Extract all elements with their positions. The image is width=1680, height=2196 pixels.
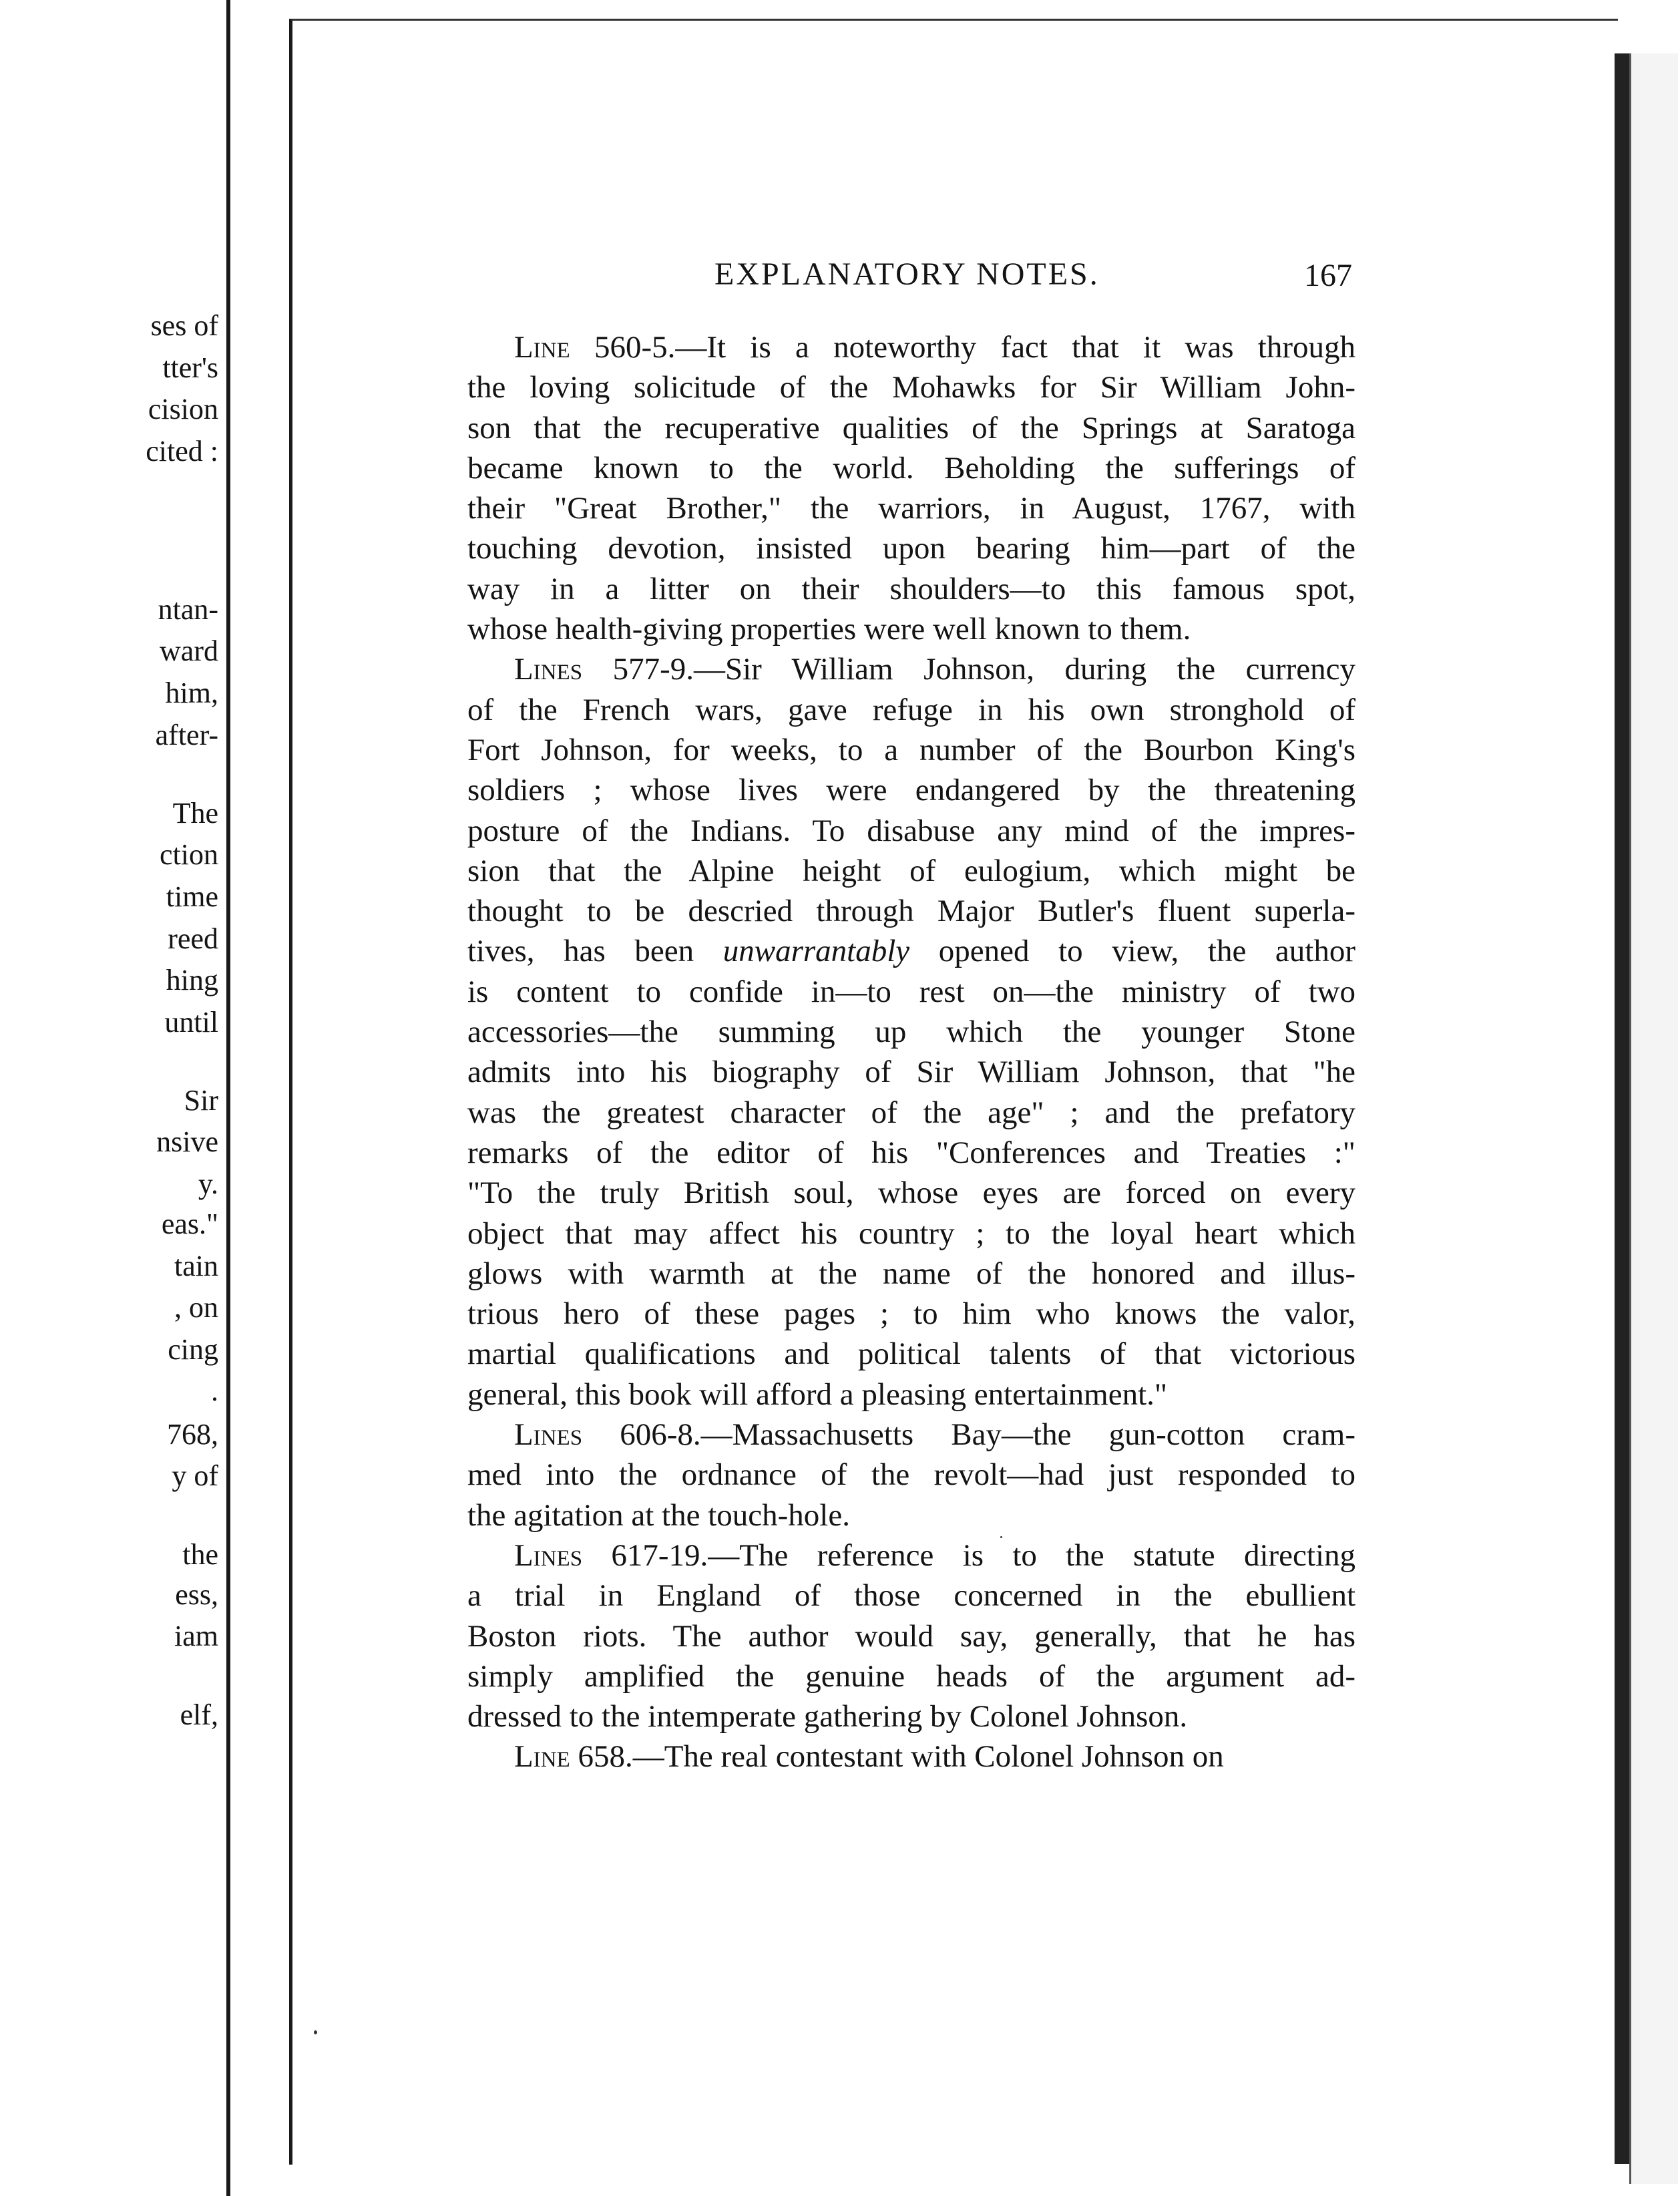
- note-line: [467, 1294, 1355, 1334]
- left-page-line: until: [164, 1006, 218, 1039]
- note-line: [467, 1576, 1355, 1616]
- note-line: [467, 851, 1355, 891]
- note-line-text: soldiers ; whose lives were endangered by the threatening: [467, 773, 1355, 808]
- note-line-text: admits into his biography of Sir William Johnson, that "he: [467, 1055, 1355, 1090]
- note-paragraph: [467, 1736, 1355, 1777]
- note-line-text: dressed to the intemperate gathering by Colonel Johnson.: [467, 1699, 1188, 1734]
- note-paragraph: [467, 1415, 1355, 1535]
- left-page-line: time: [166, 880, 218, 913]
- note-line: [467, 1133, 1355, 1173]
- note-line: [467, 730, 1355, 770]
- note-line: [467, 811, 1355, 851]
- left-page-line: , on: [174, 1291, 218, 1324]
- note-line: [467, 528, 1355, 568]
- note-line: [467, 649, 1355, 689]
- note-paragraph: [467, 327, 1355, 649]
- left-page-line: cing: [168, 1333, 218, 1366]
- note-line: [467, 1535, 1355, 1576]
- note-line-text: "To the truly British soul, whose eyes are forced on every: [467, 1175, 1355, 1211]
- note-line: [467, 488, 1355, 528]
- note-line: [467, 1656, 1355, 1696]
- scan-speck: [314, 2030, 317, 2034]
- note-line-text: posture of the Indians. To disabuse any mind of the impres-: [467, 813, 1355, 848]
- note-line-text: their "Great Brother," the warriors, in August, 1767, with: [467, 491, 1355, 526]
- note-line: [467, 1415, 1355, 1455]
- note-line-text: 606-8.—Massachusetts Bay—the gun-cotton cram-: [620, 1417, 1355, 1453]
- note-line: [467, 327, 1355, 367]
- note-line: [467, 690, 1355, 730]
- left-page-line: reed: [168, 922, 218, 955]
- note-line: [467, 770, 1355, 810]
- note-line-text: 577-9.—Sir William Johnson, during the currency: [612, 652, 1355, 687]
- note-label: Lines: [514, 652, 583, 687]
- left-page-line: Sir: [184, 1084, 218, 1117]
- note-line-text: 617-19.—The reference is to the statute directing: [611, 1537, 1355, 1573]
- left-page-line: tain: [174, 1250, 218, 1282]
- note-label: Line: [514, 1739, 570, 1775]
- left-page-line: y of: [172, 1459, 218, 1492]
- note-line-text: 560-5.—It is a noteworthy fact that it was through: [594, 330, 1356, 365]
- note-line-text: way in a litter on their shoulders—to this famous spot,: [467, 571, 1355, 606]
- note-line: [467, 1173, 1355, 1213]
- body-text: [467, 327, 1355, 1777]
- note-line-text: 658.—The real contestant with Colonel Johnson on: [578, 1739, 1224, 1775]
- note-label: Line: [514, 330, 570, 365]
- note-line: [467, 931, 1355, 971]
- note-line: [467, 1495, 1355, 1535]
- left-page-line: The: [172, 797, 218, 830]
- note-line-text: is content to confide in—to rest on—the ministry of two: [467, 974, 1355, 1009]
- left-page-line: cited :: [146, 435, 218, 468]
- page-number: 167: [1304, 258, 1352, 293]
- note-line-text: trious hero of these pages ; to him who knows the valor,: [467, 1296, 1355, 1332]
- note-line-text: sion that the Alpine height of eulogium, which might be: [467, 853, 1355, 888]
- note-paragraph: [467, 649, 1355, 1415]
- note-line-text: glows with warmth at the name of the honored and illus-: [467, 1256, 1355, 1291]
- running-head: EXPLANATORY NOTES.: [714, 256, 1100, 292]
- note-line: [467, 1093, 1355, 1133]
- note-line-text: whose health-giving properties were well known to them.: [467, 612, 1191, 647]
- note-line: [467, 448, 1355, 488]
- note-line-text: Boston riots. The author would say, generally, that he has: [467, 1618, 1355, 1654]
- note-line: [467, 1214, 1355, 1254]
- note-line: [467, 1616, 1355, 1656]
- left-page-line: ction: [160, 838, 218, 871]
- left-page-line: tter's: [162, 351, 218, 384]
- left-page-line: ses of: [150, 309, 218, 342]
- note-line-text: a trial in England of those concerned in the ebullient: [467, 1578, 1355, 1614]
- note-line: [467, 367, 1355, 407]
- note-line-text: touching devotion, insisted upon bearing him—part of the: [467, 531, 1355, 566]
- left-page-line: after-: [155, 719, 218, 751]
- left-page-line: nsive: [156, 1125, 218, 1158]
- left-page-line: iam: [174, 1620, 218, 1652]
- left-page-line: the: [182, 1538, 218, 1571]
- note-line: [467, 1052, 1355, 1092]
- note-line-text: tives, has been unwarrantably opened to view, the author: [467, 934, 1356, 969]
- left-page-line: him,: [165, 677, 218, 709]
- note-line-text: object that may affect his country ; to the loyal heart which: [467, 1216, 1355, 1251]
- note-line-text: son that the recuperative qualities of the Springs at Saratoga: [467, 410, 1355, 445]
- note-line-text: simply amplified the genuine heads of the argument ad-: [467, 1658, 1355, 1694]
- note-line-text: general, this book will afford a pleasing entertainment.": [467, 1377, 1168, 1412]
- left-page-line: y.: [198, 1167, 218, 1200]
- note-line: [467, 1375, 1355, 1415]
- note-line: [467, 1334, 1355, 1374]
- book-gutter: [230, 0, 289, 2196]
- note-line-text: the agitation at the touch-hole.: [467, 1497, 850, 1533]
- note-line-text: remarks of the editor of his "Conferences and Treaties :": [467, 1135, 1355, 1170]
- left-page-line: ess,: [175, 1578, 218, 1611]
- note-line: [467, 1696, 1355, 1736]
- page-stack-edge: [1629, 53, 1678, 2184]
- note-line-text: thought to be descried through Major Butler's fluent superla-: [467, 894, 1355, 929]
- note-line: [467, 972, 1355, 1012]
- note-line-text: was the greatest character of the age" ; and the prefatory: [467, 1095, 1355, 1130]
- note-line: [467, 1455, 1355, 1495]
- scan-speck: [1000, 1536, 1002, 1538]
- left-facing-page: [0, 0, 230, 2196]
- left-page-line: eas.": [161, 1208, 218, 1240]
- note-label: Lines: [514, 1417, 583, 1453]
- left-page-line: hing: [166, 964, 218, 996]
- note-line-text: the loving solicitude of the Mohawks for Sir William John-: [467, 370, 1355, 405]
- left-page-line: 768,: [167, 1418, 218, 1451]
- left-page-line: cision: [148, 393, 218, 425]
- note-line: [467, 609, 1355, 649]
- note-line: [467, 1012, 1355, 1052]
- note-line-text: accessories—the summing up which the younger Stone: [467, 1015, 1355, 1050]
- note-line-text: martial qualifications and political talents of that victorious: [467, 1336, 1355, 1372]
- note-line-text: of the French wars, gave refuge in his own stronghold of: [467, 692, 1355, 727]
- note-line: [467, 408, 1355, 448]
- note-label: Lines: [514, 1537, 583, 1573]
- note-paragraph: [467, 1535, 1355, 1736]
- left-page-line: elf,: [180, 1698, 218, 1731]
- note-line: [467, 891, 1355, 931]
- right-page-edge: [1615, 53, 1629, 2164]
- note-line-text: med into the ordnance of the revolt—had just responded to: [467, 1457, 1355, 1493]
- note-line: [467, 569, 1355, 609]
- note-line: [467, 1254, 1355, 1294]
- left-page-line: .: [211, 1375, 218, 1407]
- left-page-line: ntan-: [158, 593, 218, 626]
- left-page-line: ward: [160, 634, 218, 667]
- note-line-text: became known to the world. Beholding the sufferings of: [467, 450, 1355, 486]
- note-line: [467, 1736, 1355, 1777]
- note-line-text: Fort Johnson, for weeks, to a number of the Bourbon King's: [467, 732, 1355, 767]
